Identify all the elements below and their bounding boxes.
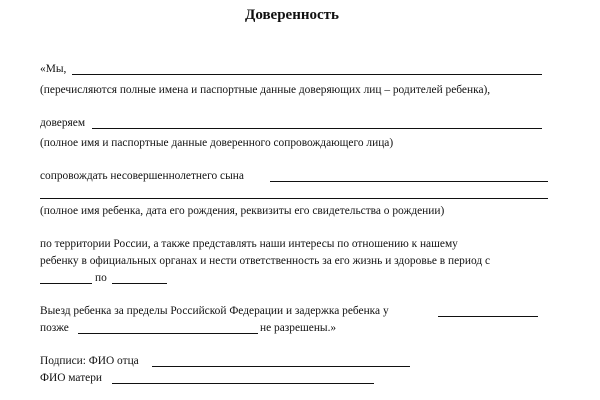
not-allowed-label: не разрешены.» [260,322,337,334]
mother-signature-label: ФИО матери [40,372,103,384]
parents-hint: (перечисляются полные имена и паспортные данные доверяющих лиц – родителей ребенка), [40,84,491,96]
document-title: Доверенность [245,7,339,23]
mother-signature-line[interactable] [112,383,374,384]
period-from-blank[interactable] [40,283,92,284]
guardian-blank-line[interactable] [438,316,538,317]
we-label: «Мы, [40,63,67,75]
child-blank-line-2[interactable] [40,198,548,199]
later-label: позже [40,322,69,334]
escort-blank-line[interactable] [92,128,542,129]
child-hint: (полное имя ребенка, дата его рождения, реквизиты его свидетельства о рождении) [40,205,445,217]
period-to-blank[interactable] [112,283,167,284]
accompany-label: сопровождать несовершеннолетнего сына [40,170,244,182]
father-signature-label: Подписи: ФИО отца [40,355,139,367]
child-blank-line-1[interactable] [270,181,548,182]
departure-label: Выезд ребенка за пределы Российской Федерации и задержка ребенка у [40,305,389,317]
father-signature-line[interactable] [152,366,410,367]
date-blank-line[interactable] [78,333,258,334]
period-to-label: по [95,272,107,284]
trust-label: доверяем [40,117,86,129]
represent-line-1: по территории России, а также представлять наши интересы по отношению к нашему [40,238,458,250]
parents-blank-line[interactable] [72,74,542,75]
represent-line-2: ребенку в официальных органах и нести ответственность за его жизнь и здоровье в период с [40,255,491,267]
escort-hint: (полное имя и паспортные данные доверенного сопровождающего лица) [40,137,394,149]
